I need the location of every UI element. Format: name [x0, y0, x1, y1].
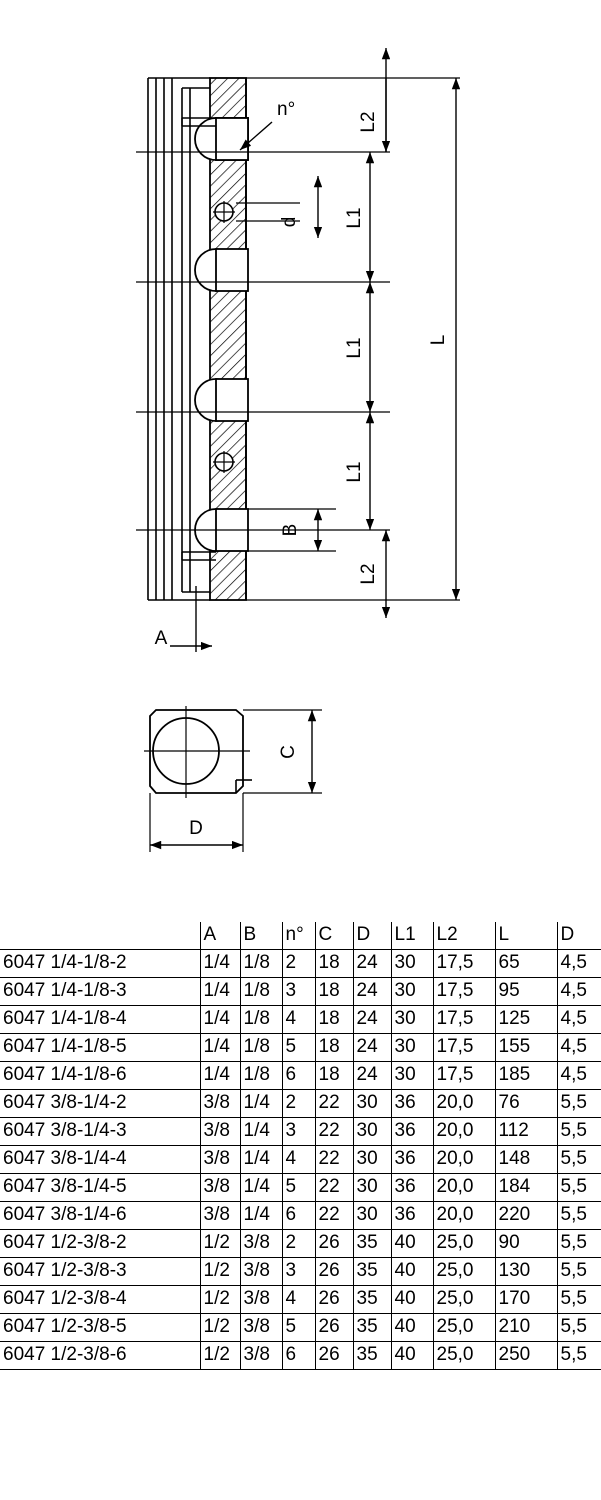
cell-L: 210 [495, 1314, 557, 1342]
cell-A: 3/8 [200, 1118, 240, 1146]
cell-designation: 6047 1/4-1/8-5 [0, 1034, 200, 1062]
cell-L1: 30 [391, 1034, 433, 1062]
column-header-designation [0, 922, 200, 950]
cell-d: 5,5 [557, 1258, 601, 1286]
cell-B: 1/8 [240, 950, 282, 978]
cell-C: 22 [315, 1202, 353, 1230]
label-L1-1: L1 [344, 207, 365, 229]
cell-n: 6 [282, 1062, 315, 1090]
cell-L: 95 [495, 978, 557, 1006]
cell-d: 5,5 [557, 1342, 601, 1370]
cell-A: 3/8 [200, 1202, 240, 1230]
table-row [0, 950, 601, 978]
cell-C: 26 [315, 1258, 353, 1286]
cell-L2: 17,5 [433, 950, 495, 978]
cell-L: 155 [495, 1034, 557, 1062]
cell-D: 30 [353, 1202, 391, 1230]
column-header-D: D [353, 922, 391, 950]
cell-L1: 36 [391, 1118, 433, 1146]
cell-B: 3/8 [240, 1230, 282, 1258]
cell-n: 6 [282, 1342, 315, 1370]
column-header-C: C [315, 922, 353, 950]
cell-d: 4,5 [557, 1034, 601, 1062]
cell-L1: 30 [391, 1062, 433, 1090]
cell-D: 35 [353, 1286, 391, 1314]
cell-designation: 6047 1/4-1/8-4 [0, 1006, 200, 1034]
cell-L1: 30 [391, 1006, 433, 1034]
cell-L2: 17,5 [433, 978, 495, 1006]
cell-B: 1/4 [240, 1174, 282, 1202]
cell-A: 1/4 [200, 1006, 240, 1034]
cell-C: 18 [315, 1034, 353, 1062]
cell-D: 35 [353, 1258, 391, 1286]
cell-D: 35 [353, 1230, 391, 1258]
cell-D: 24 [353, 978, 391, 1006]
cell-B: 1/8 [240, 1006, 282, 1034]
cell-n: 2 [282, 1090, 315, 1118]
label-L2-bottom: L2 [358, 563, 379, 585]
table-row [0, 1286, 601, 1314]
table-row [0, 1118, 601, 1146]
cell-L1: 36 [391, 1174, 433, 1202]
cell-A: 1/4 [200, 1034, 240, 1062]
cell-L2: 25,0 [433, 1230, 495, 1258]
label-d: d [279, 216, 300, 228]
cell-L1: 30 [391, 978, 433, 1006]
cell-L: 170 [495, 1286, 557, 1314]
cell-d: 5,5 [557, 1174, 601, 1202]
column-header-d: D [557, 922, 601, 950]
cell-L: 184 [495, 1174, 557, 1202]
table-row [0, 1230, 601, 1258]
cell-C: 26 [315, 1314, 353, 1342]
cell-d: 4,5 [557, 1062, 601, 1090]
cell-A: 1/2 [200, 1258, 240, 1286]
table-row [0, 1202, 601, 1230]
cell-designation: 6047 1/2-3/8-2 [0, 1230, 200, 1258]
cell-L2: 17,5 [433, 1006, 495, 1034]
cell-A: 1/2 [200, 1342, 240, 1370]
cell-L: 112 [495, 1118, 557, 1146]
cell-designation: 6047 3/8-1/4-5 [0, 1174, 200, 1202]
cell-L1: 36 [391, 1090, 433, 1118]
cell-A: 1/4 [200, 950, 240, 978]
cell-L2: 17,5 [433, 1034, 495, 1062]
cell-B: 3/8 [240, 1314, 282, 1342]
cell-designation: 6047 3/8-1/4-2 [0, 1090, 200, 1118]
cell-A: 3/8 [200, 1174, 240, 1202]
cell-L: 185 [495, 1062, 557, 1090]
label-L2-top: L2 [358, 111, 379, 133]
cell-A: 1/2 [200, 1314, 240, 1342]
cell-L: 76 [495, 1090, 557, 1118]
cell-designation: 6047 1/4-1/8-3 [0, 978, 200, 1006]
cell-C: 26 [315, 1286, 353, 1314]
cell-L: 130 [495, 1258, 557, 1286]
table-row [0, 1174, 601, 1202]
cell-A: 3/8 [200, 1090, 240, 1118]
cell-d: 5,5 [557, 1314, 601, 1342]
cell-L2: 25,0 [433, 1258, 495, 1286]
cell-L: 220 [495, 1202, 557, 1230]
cell-d: 5,5 [557, 1230, 601, 1258]
cell-C: 18 [315, 978, 353, 1006]
cell-L1: 40 [391, 1342, 433, 1370]
cell-L1: 40 [391, 1314, 433, 1342]
cell-B: 1/4 [240, 1090, 282, 1118]
cell-D: 30 [353, 1174, 391, 1202]
cell-B: 1/8 [240, 978, 282, 1006]
cell-A: 3/8 [200, 1146, 240, 1174]
cell-designation: 6047 1/2-3/8-3 [0, 1258, 200, 1286]
cell-L2: 25,0 [433, 1314, 495, 1342]
cell-A: 1/4 [200, 978, 240, 1006]
column-header-A: A [200, 922, 240, 950]
cell-A: 1/4 [200, 1062, 240, 1090]
cell-n: 5 [282, 1314, 315, 1342]
table-row [0, 1342, 601, 1370]
cell-designation: 6047 1/4-1/8-2 [0, 950, 200, 978]
cell-C: 22 [315, 1174, 353, 1202]
cell-A: 1/2 [200, 1286, 240, 1314]
cell-B: 1/8 [240, 1034, 282, 1062]
label-C: C [278, 745, 299, 759]
cell-n: 3 [282, 1118, 315, 1146]
label-L1-3: L1 [344, 461, 365, 483]
cell-C: 18 [315, 1062, 353, 1090]
label-L1-2: L1 [344, 337, 365, 359]
cell-designation: 6047 1/4-1/8-6 [0, 1062, 200, 1090]
cell-D: 24 [353, 1034, 391, 1062]
cell-L2: 20,0 [433, 1202, 495, 1230]
cell-L1: 40 [391, 1230, 433, 1258]
cell-B: 1/8 [240, 1062, 282, 1090]
cell-A: 1/2 [200, 1230, 240, 1258]
cell-B: 1/4 [240, 1202, 282, 1230]
cell-designation: 6047 3/8-1/4-3 [0, 1118, 200, 1146]
label-D: D [189, 818, 203, 839]
cell-D: 30 [353, 1146, 391, 1174]
cell-L: 148 [495, 1146, 557, 1174]
cell-L: 65 [495, 950, 557, 978]
cell-L2: 25,0 [433, 1342, 495, 1370]
column-header-L1: L1 [391, 922, 433, 950]
column-header-L2: L2 [433, 922, 495, 950]
cell-L2: 20,0 [433, 1146, 495, 1174]
cell-n: 5 [282, 1034, 315, 1062]
column-header-L: L [495, 922, 557, 950]
cell-C: 22 [315, 1090, 353, 1118]
cell-n: 2 [282, 1230, 315, 1258]
cell-C: 22 [315, 1146, 353, 1174]
cell-B: 3/8 [240, 1258, 282, 1286]
cell-L1: 40 [391, 1258, 433, 1286]
cell-D: 24 [353, 1062, 391, 1090]
cell-n: 4 [282, 1006, 315, 1034]
cell-d: 5,5 [557, 1090, 601, 1118]
cell-designation: 6047 1/2-3/8-6 [0, 1342, 200, 1370]
cell-d: 4,5 [557, 950, 601, 978]
cell-L1: 36 [391, 1202, 433, 1230]
cell-C: 22 [315, 1118, 353, 1146]
cell-designation: 6047 1/2-3/8-4 [0, 1286, 200, 1314]
cell-D: 35 [353, 1342, 391, 1370]
cell-n: 6 [282, 1202, 315, 1230]
cell-n: 3 [282, 978, 315, 1006]
column-header-B: B [240, 922, 282, 950]
cell-L2: 20,0 [433, 1090, 495, 1118]
cell-C: 26 [315, 1342, 353, 1370]
table-row [0, 1006, 601, 1034]
cell-B: 3/8 [240, 1342, 282, 1370]
cell-L: 125 [495, 1006, 557, 1034]
cell-L2: 17,5 [433, 1062, 495, 1090]
cell-designation: 6047 3/8-1/4-4 [0, 1146, 200, 1174]
cell-D: 35 [353, 1314, 391, 1342]
cell-d: 5,5 [557, 1146, 601, 1174]
cell-C: 26 [315, 1230, 353, 1258]
cell-n: 4 [282, 1286, 315, 1314]
cell-L1: 30 [391, 950, 433, 978]
cell-d: 5,5 [557, 1286, 601, 1314]
cell-L: 250 [495, 1342, 557, 1370]
cell-D: 24 [353, 1006, 391, 1034]
cell-D: 24 [353, 950, 391, 978]
column-header-n: n° [282, 922, 315, 950]
table-row [0, 1090, 601, 1118]
cell-L1: 36 [391, 1146, 433, 1174]
cell-C: 18 [315, 950, 353, 978]
cell-d: 4,5 [557, 978, 601, 1006]
table-header-row [0, 922, 601, 950]
label-A: A [154, 628, 168, 649]
cell-B: 3/8 [240, 1286, 282, 1314]
cell-d: 5,5 [557, 1202, 601, 1230]
cell-L2: 20,0 [433, 1174, 495, 1202]
table-row [0, 1146, 601, 1174]
cell-C: 18 [315, 1006, 353, 1034]
label-n-deg: n° [277, 99, 296, 120]
cell-D: 30 [353, 1090, 391, 1118]
specification-table [0, 922, 601, 1370]
cell-L: 90 [495, 1230, 557, 1258]
cell-L2: 20,0 [433, 1118, 495, 1146]
cell-designation: 6047 1/2-3/8-5 [0, 1314, 200, 1342]
cell-n: 3 [282, 1258, 315, 1286]
label-L-total: L [428, 334, 449, 346]
cell-L1: 40 [391, 1286, 433, 1314]
cell-n: 2 [282, 950, 315, 978]
table-row [0, 1062, 601, 1090]
cell-d: 5,5 [557, 1118, 601, 1146]
label-B: B [280, 523, 301, 537]
cell-D: 30 [353, 1118, 391, 1146]
cell-n: 5 [282, 1174, 315, 1202]
cell-B: 1/4 [240, 1146, 282, 1174]
cell-n: 4 [282, 1146, 315, 1174]
table-row [0, 978, 601, 1006]
cell-d: 4,5 [557, 1006, 601, 1034]
cell-B: 1/4 [240, 1118, 282, 1146]
table-row [0, 1314, 601, 1342]
table-row [0, 1034, 601, 1062]
cell-L2: 25,0 [433, 1286, 495, 1314]
table-row [0, 1258, 601, 1286]
cell-designation: 6047 3/8-1/4-6 [0, 1202, 200, 1230]
